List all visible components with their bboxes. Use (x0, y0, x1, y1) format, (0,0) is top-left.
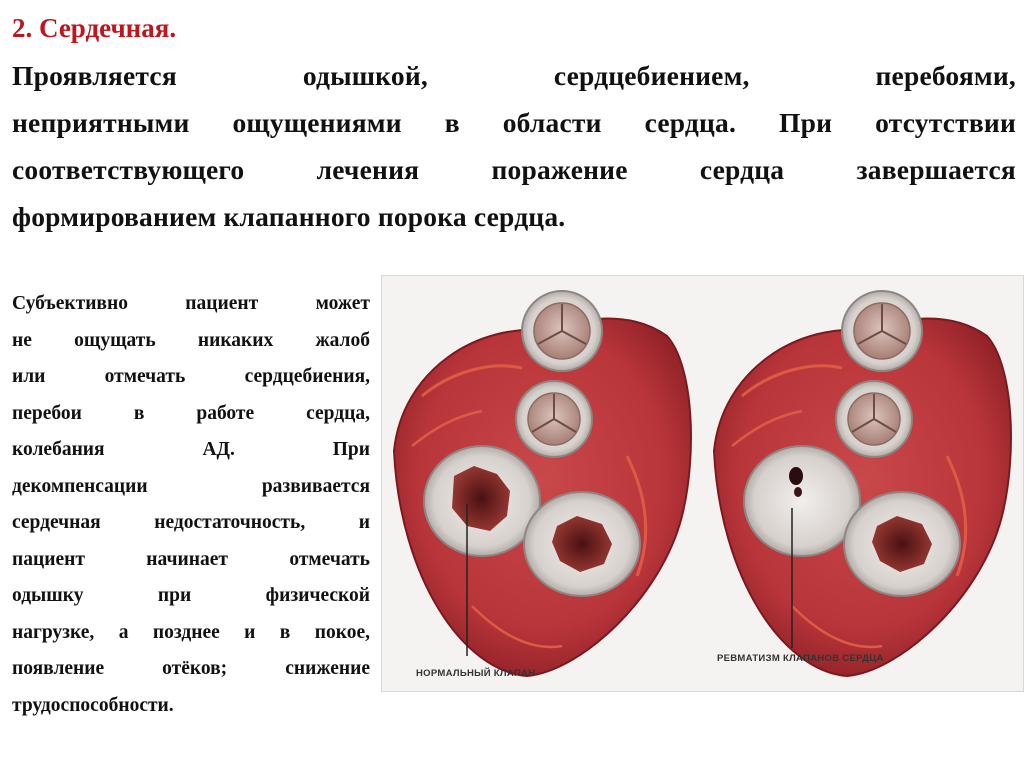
side-paragraph (12, 286, 370, 724)
heart-valves-figure (381, 275, 1024, 692)
side-line: декомпенсации развивается (12, 475, 370, 497)
side-line: одышку при физической (12, 585, 370, 606)
intro-line: соответствующего лечения поражение сердца завершается (12, 154, 1016, 185)
intro-line: формированием клапанного порока сердца. (12, 201, 566, 232)
rheumatic-valve-caption: РЕВМАТИЗМ КЛАПАНОВ СЕРДЦА (717, 653, 884, 664)
side-line: пациент начинает отмечать (12, 548, 370, 570)
side-line: сердечная недостаточность, и (12, 512, 370, 533)
normal-valve-caption: НОРМАЛЬНЫЙ КЛАПАН (416, 668, 536, 679)
slide-title: 2. Сердечная. (12, 13, 177, 43)
side-line: нагрузке, а позднее и в покое, (12, 621, 370, 643)
side-line: колебания АД. При (12, 439, 370, 460)
side-line: перебои в работе сердца, (12, 402, 370, 424)
side-line: или отмечать сердцебиения, (12, 366, 370, 387)
side-line: трудоспособности. (12, 694, 174, 716)
side-line: не ощущать никаких жалоб (12, 329, 370, 351)
side-line: появление отёков; снижение (12, 658, 370, 679)
intro-line: неприятными ощущениями в области сердца. При отсутствии (12, 107, 1016, 138)
side-line: Субъективно пациент может (12, 293, 370, 314)
intro-line: Проявляется одышкой, сердцебиением, перебоями, (12, 60, 1016, 91)
rheumatic-heart (714, 291, 1011, 676)
normal-heart (394, 291, 691, 676)
heart-valves-illustration (382, 276, 1023, 691)
intro-paragraph (12, 52, 1016, 240)
